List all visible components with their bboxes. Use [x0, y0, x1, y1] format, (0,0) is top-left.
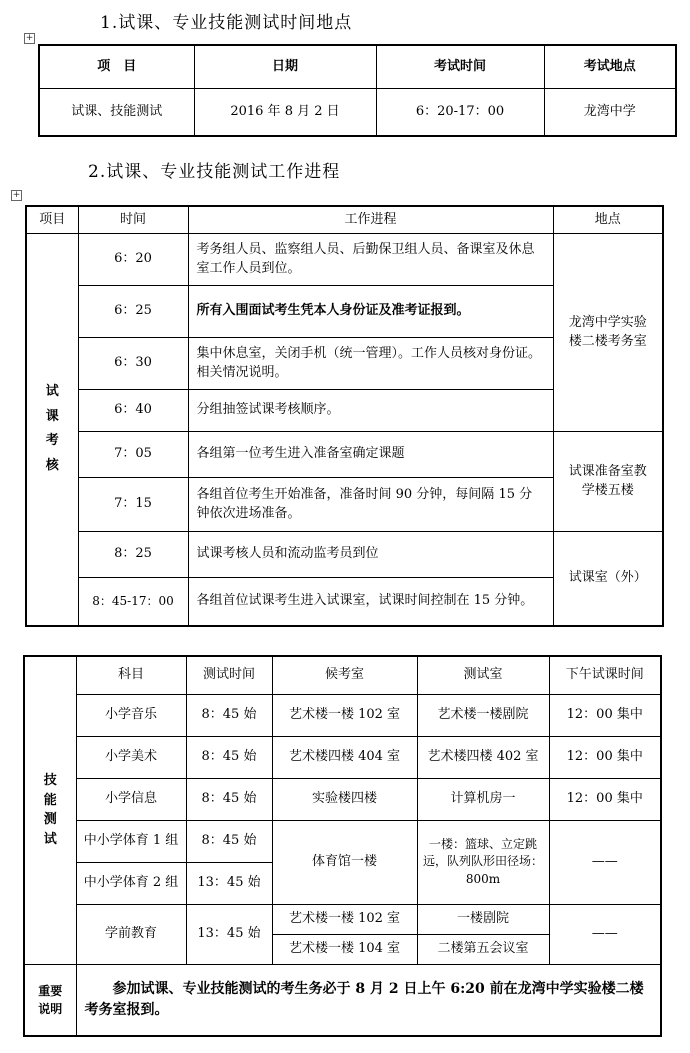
group-label: 技能测试 — [43, 773, 57, 847]
cell-test-time: 13：45 始 — [186, 904, 272, 964]
header-exam-location: 考试地点 — [544, 45, 676, 89]
section2-heading: 2.试课、专业技能测试工作进程 — [88, 162, 341, 182]
cell-test-time: 8：45 始 — [186, 736, 272, 778]
cell-waiting-room: 艺术楼一楼 104 室 — [272, 934, 417, 964]
cell-time: 6：20 — [78, 234, 188, 286]
cell-time: 6：30 — [78, 338, 188, 390]
cell-subject: 中小学体育 1 组 — [76, 820, 186, 862]
cell-item: 试课、技能测试 — [39, 89, 194, 137]
table-move-handle-icon[interactable]: + — [12, 190, 21, 200]
section1-heading: 1.试课、专业技能测试时间地点 — [100, 13, 353, 33]
cell-time: 6：40 — [78, 390, 188, 432]
cell-afternoon-time: —— — [549, 904, 661, 964]
cell-exam-time: 6：20-17：00 — [376, 89, 544, 137]
skill-test-table — [23, 655, 662, 1037]
cell-afternoon-time: 12：00 集中 — [549, 736, 661, 778]
cell-task: 考务组人员、监察组人员、后勤保卫组人员、备课室及休息室工作人员到位。 — [188, 234, 553, 286]
cell-task: 试课考核人员和流动监考员到位 — [188, 532, 553, 578]
cell-afternoon-time: —— — [549, 820, 661, 904]
header-test-time: 测试时间 — [186, 656, 272, 694]
table-header-row — [26, 206, 663, 234]
work-progress-table — [25, 205, 664, 627]
cell-subject: 小学音乐 — [76, 694, 186, 736]
location-text: 试课准备室教学楼五楼 — [568, 463, 647, 498]
cell-test-time: 8：45 始 — [186, 820, 272, 862]
cell-test-room: 一楼剧院 — [417, 904, 549, 934]
cell-afternoon-time: 12：00 集中 — [549, 778, 661, 820]
header-progress: 工作进程 — [188, 206, 553, 234]
header-waiting-room: 候考室 — [272, 656, 417, 694]
table-row — [26, 432, 663, 478]
cell-subject: 小学信息 — [76, 778, 186, 820]
cell-time: 6：25 — [78, 286, 188, 338]
cell-task: 分组抽签试课考核顺序。 — [188, 390, 553, 432]
cell-time: 7：05 — [78, 432, 188, 478]
table-row — [24, 778, 661, 820]
group-label-cell — [24, 656, 76, 964]
cell-test-room: 计算机房一 — [417, 778, 549, 820]
cell-task: 各组首位试课考生进入试课室，试课时间控制在 15 分钟。 — [188, 578, 553, 626]
cell-date: 2016 年 8 月 2 日 — [194, 89, 376, 137]
group-label: 试课考核 — [45, 383, 59, 473]
cell-location — [553, 432, 663, 532]
cell-subject: 小学美术 — [76, 736, 186, 778]
table-row — [24, 694, 661, 736]
cell-waiting-room: 体育馆一楼 — [272, 820, 417, 904]
table-row — [24, 736, 661, 778]
cell-test-room: 艺术楼四楼 402 室 — [417, 736, 549, 778]
header-subject: 科目 — [76, 656, 186, 694]
table-row — [39, 89, 676, 137]
header-time: 时间 — [78, 206, 188, 234]
header-afternoon-time: 下午试课时间 — [549, 656, 661, 694]
cell-location: 试课室（外） — [553, 532, 663, 626]
cell-test-time: 13：45 始 — [186, 862, 272, 904]
cell-test-room: 一楼：篮球、立定跳远，队列队形田径场：800m — [417, 820, 549, 904]
notice-row — [24, 964, 661, 1036]
table-header-row — [24, 656, 661, 694]
notice-label-cell — [24, 964, 76, 1036]
table-row — [24, 820, 661, 862]
cell-exam-location: 龙湾中学 — [544, 89, 676, 137]
header-exam-time: 考试时间 — [376, 45, 544, 89]
header-item: 项目 — [26, 206, 78, 234]
table-header-row — [39, 45, 676, 89]
table-row — [26, 532, 663, 578]
cell-waiting-room: 艺术楼一楼 102 室 — [272, 904, 417, 934]
cell-subject: 学前教育 — [76, 904, 186, 964]
notice-label: 重要说明 — [38, 983, 63, 1016]
cell-time: 8：25 — [78, 532, 188, 578]
cell-task: 集中休息室，关闭手机（统一管理）。工作人员核对身份证。相关情况说明。 — [188, 338, 553, 390]
cell-test-time: 8：45 始 — [186, 694, 272, 736]
group-label-cell — [26, 234, 78, 626]
schedule-location-table — [38, 44, 677, 137]
cell-test-room: 艺术楼一楼剧院 — [417, 694, 549, 736]
header-item: 项 目 — [39, 45, 194, 89]
location-text: 龙湾中学实验楼二楼考务室 — [568, 314, 647, 349]
cell-test-time: 8：45 始 — [186, 778, 272, 820]
table-move-handle-icon[interactable]: + — [25, 33, 34, 43]
cell-time: 8：45-17：00 — [78, 578, 188, 626]
cell-location — [553, 234, 663, 432]
cell-afternoon-time: 12：00 集中 — [549, 694, 661, 736]
cell-task: 各组首位考生开始准备，准备时间 90 分钟，每间隔 15 分钟依次进场准备。 — [188, 478, 553, 532]
cell-waiting-room: 实验楼四楼 — [272, 778, 417, 820]
table-row — [26, 234, 663, 286]
header-test-room: 测试室 — [417, 656, 549, 694]
table-row — [24, 904, 661, 934]
cell-waiting-room: 艺术楼四楼 404 室 — [272, 736, 417, 778]
cell-task: 所有入围面试考生凭本人身份证及准考证报到。 — [188, 286, 553, 338]
cell-waiting-room: 艺术楼一楼 102 室 — [272, 694, 417, 736]
header-date: 日期 — [194, 45, 376, 89]
notice-text: 参加试课、专业技能测试的考生务必于 8 月 2 日上午 6:20 前在龙湾中学实验楼二楼考务室报到。 — [76, 964, 661, 1036]
cell-time: 7：15 — [78, 478, 188, 532]
cell-task: 各组第一位考生进入准备室确定课题 — [188, 432, 553, 478]
cell-subject: 中小学体育 2 组 — [76, 862, 186, 904]
header-location: 地点 — [553, 206, 663, 234]
cell-test-room: 二楼第五会议室 — [417, 934, 549, 964]
